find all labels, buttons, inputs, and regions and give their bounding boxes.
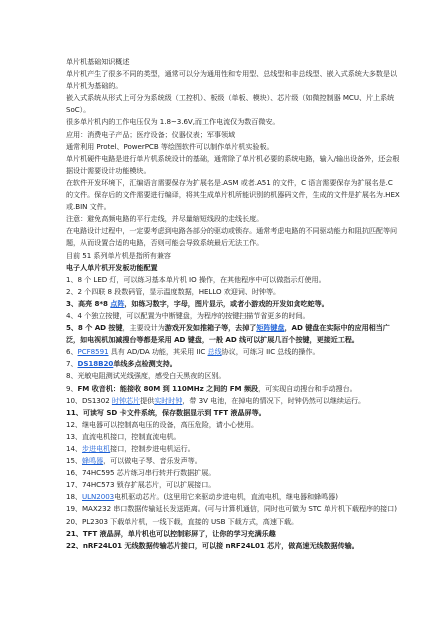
item-text: 22、nRF24L01 无线数据传输芯片接口，可以接 nRF24L01 芯片，做高速无线数据传输。 [66, 540, 359, 550]
item-text: 5、8 个 AD 按键 [66, 323, 123, 333]
feature-item [66, 431, 400, 443]
feature-item [66, 528, 400, 540]
item-text: 14、 [66, 444, 82, 453]
item-text: 17、74HC573 锁存扩展芯片，可以扩展接口。 [66, 480, 216, 490]
feature-item [66, 491, 400, 503]
item-text: 高亮 8*8 [77, 298, 111, 308]
feature-item [66, 298, 400, 310]
feature-item [66, 395, 400, 407]
item-text: ，可以做电子琴、音乐发声等。 [103, 456, 202, 466]
keyword-link[interactable]: 矩阵键盘 [256, 323, 285, 333]
feature-item [66, 503, 400, 515]
keyword-link[interactable]: 实时时钟 [154, 395, 183, 405]
item-text: 4、4 个独立按键，可以配置为中断键盘，为程序的按键扫描节省更多的时间。 [66, 310, 310, 320]
item-text: 15、 [66, 456, 82, 466]
feature-item [66, 383, 400, 395]
item-text: 2、2 个四联 8 段数码管，显示温度数据，HELLO 欢迎词、时钟等。 [66, 286, 281, 296]
feature-item [66, 516, 400, 528]
feature-list [66, 274, 400, 552]
intro-section [66, 68, 400, 262]
intro-paragraph: 嵌入式系统从形式上可分为系统级（工控机）、板级（单板、模块）、芯片级（如微控制器 MCU、片上系统 SoC）。 [66, 93, 395, 115]
keyword-link[interactable]: ULN2003 [81, 492, 115, 502]
feature-item [66, 346, 400, 358]
item-text: 电机驱动芯片。(这里用它来驱动步进电机，直流电机，继电器和蜂鸣器) [114, 492, 338, 502]
intro-paragraph: 单片机产生了很多不同的类型，通常可以分为通用性和专用型、总线型和非总线型、嵌入式系统大多数是以单片机为基础的。 [66, 69, 398, 91]
item-text: 提供 [140, 395, 155, 405]
item-text: 协议，可练习 IIC 总线的操作。 [221, 347, 320, 357]
section-heading: 电子人单片机开发板功能配置 [66, 262, 158, 272]
feature-item [66, 540, 400, 552]
item-text: 19、MAX232 串口数据传输延长发送距离。(可与计算机通信，同时也可做为 STC 单片机下载程序的接口) [66, 504, 397, 514]
item-text: 单线多点检测支持。 [113, 359, 177, 369]
intro-paragraph: 通常利用 Protel、PowerPCB 等绘图软件可以制作单片机实验板。 [66, 141, 274, 151]
item-text: 7、 [66, 359, 78, 369]
item-text: FM 收音机：能接收 80M 到 110MHz 之间的 FM 频段 [77, 383, 259, 393]
feature-item [66, 370, 400, 382]
item-text: 接口，控制步进电机运行。 [110, 444, 195, 453]
feature-item [66, 358, 400, 370]
intro-paragraph: 目前 51 系列单片机是指所有兼容 [66, 250, 171, 260]
item-text: 10、DS1302 [66, 395, 112, 405]
keyword-link[interactable]: 总线 [207, 347, 222, 357]
item-text: 12、继电器可以控制高电压的设备，高压危险，请小心使用。 [66, 419, 259, 429]
intro-paragraph: 单片机硬件电路是进行单片机系统设计的基础，通常除了单片机必要的系统电路，输入/输出设备外，还会根据设计需要设计功能模块。 [66, 153, 400, 175]
intro-paragraph: 在电路设计过程中，一定要考虑到电路各部分的驱动或锁存。通常考虑电路的不同驱动能力和阻抗匹配等问题，从而设置合适的电路，否则可能会导致系统最后无法工作。 [66, 226, 398, 248]
item-text: 具有 AD/DA 功能，其采用 IIC [108, 347, 208, 357]
feature-item [66, 286, 400, 298]
item-text: 20、PL2303 下载单片机，一线下载，直接的 USB 下载方式，高速下载。 [66, 516, 299, 526]
item-text: ，AD 键盘在实际中的应用相当广泛，如电视机加减搜台等都是采用 AD 键盘，一般 AD 线可以扩展几百个按键，更接近工程。 [66, 323, 390, 345]
item-text: 11、可读写 SD 卡文件系统，保存数据显示到 TFT 液晶屏等。 [66, 407, 266, 417]
item-text: 6、 [66, 347, 78, 357]
feature-item [66, 322, 400, 346]
feature-item [66, 455, 400, 467]
keyword-link[interactable]: 蜂鸣器 [81, 456, 104, 466]
item-text: 21、TFT 液晶屏，单片机也可以控制彩屏了，让你的学习充满乐趣 [66, 528, 276, 538]
feature-item [66, 407, 400, 419]
item-text: ，如练习数字，字母，图片显示，或者小游戏的开发如贪吃蛇等。 [124, 298, 329, 308]
item-text: 18、 [66, 492, 82, 502]
feature-item [66, 310, 400, 322]
item-text: 13、直流电机接口，控制直流电机。 [66, 431, 181, 441]
item-text: ，可实现自动搜台和手动搜台。 [258, 383, 357, 393]
keyword-link[interactable]: DS18B20 [77, 359, 114, 369]
item-text: 1、8 个 LED 灯，可以练习基本单片机 IO 操作，在其他程序中可以做指示灯使用。 [66, 274, 326, 284]
item-text: ，带 3V 电池，在掉电的情况下，时钟仍然可以继续运行。 [182, 395, 366, 405]
document-title: 单片机基础知识概述 [66, 57, 130, 66]
item-text: 8、光敏电阻测试光线强度，感受白天黑夜的区别。 [66, 371, 226, 381]
item-text: 3、 [66, 298, 78, 308]
keyword-link[interactable]: PCF8591 [77, 347, 109, 357]
item-text: 9、 [66, 383, 78, 393]
feature-item [66, 479, 400, 491]
feature-item [66, 419, 400, 431]
feature-item [66, 467, 400, 479]
item-text: ，主要设计为 [122, 323, 165, 333]
keyword-link[interactable]: 点阵 [110, 298, 125, 308]
intro-paragraph: 在软件开发环境下，汇编语言需要保存为扩展名是.ASM 或者.A51 的文件，C 语言需要保存为扩展名是.C 的文件。保存后的文件需要进行编译，将其生成单片机所能识别的机器码文件，生成的文件是扩展名为.HEX 或.BIN 文件。 [66, 177, 400, 212]
intro-paragraph: 注意：避免高频电路的平行走线，并尽量缩短线段的走线长度。 [66, 214, 264, 224]
item-text: 16、74HC595 芯片练习串行转并行数据扩展。 [66, 468, 216, 478]
intro-paragraph: 很多单片机内的工作电压仅为 1.8~3.6V,而工作电流仅为数百微安。 [66, 117, 280, 127]
feature-item [66, 274, 400, 286]
keyword-link[interactable]: 时钟芯片 [111, 395, 141, 405]
feature-item [66, 443, 400, 455]
intro-paragraph: 应用：消费电子产品；医疗设备；仪器仪表；军事领域 [66, 129, 236, 139]
keyword-link[interactable]: 步进电机 [81, 444, 111, 453]
item-text: 游戏开发如推箱子等，去掉了 [164, 323, 257, 333]
